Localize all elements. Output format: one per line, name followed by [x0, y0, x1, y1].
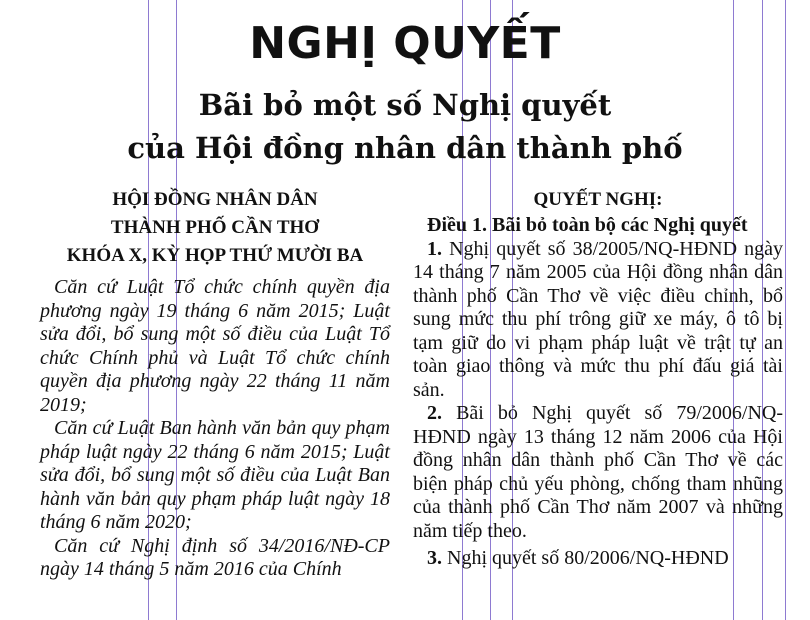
item-text: Bãi bỏ Nghị quyết số 79/2006/NQ-HĐND ngày 13 tháng 12 năm 2006 của Hội đồng nhân dân thành phố Cần Thơ về các biện pháp chủ yếu phòng, chống tham nhũng của thành phố Cần Thơ năm 2007 và những năm tiếp theo. [413, 402, 783, 542]
left-column [40, 186, 390, 582]
city-name: THÀNH PHỐ CẦN THƠ [110, 217, 320, 238]
subtitle-line-1: Bãi bỏ một số Nghị quyết [198, 88, 612, 122]
right-column [413, 186, 783, 571]
item-text: Nghị quyết số 38/2005/NQ-HĐND ngày 14 tháng 7 năm 2005 của Hội đồng nhân dân thành phố Cần Thơ về việc điều chỉnh, bổ sung mức thu phí trông giữ xe máy, ô tô bị tạm giữ do vi phạm pháp luật về trật tự an toàn giao thông và mức thu phí đấu giá tài sản. [413, 237, 783, 401]
page-title: NGHỊ QUYẾT [249, 18, 561, 69]
list-item [413, 402, 783, 543]
item-number: 2. [427, 402, 442, 424]
item-text: Nghị quyết số 80/2006/NQ-HĐND [447, 547, 729, 569]
list-item [413, 238, 783, 403]
session-name: KHÓA X, KỲ HỌP THỨ MƯỜI BA [66, 245, 364, 266]
legal-basis-paragraph: Căn cứ Luật Tổ chức chính quyền địa phương ngày 19 tháng 6 năm 2015; Luật sửa đổi, bổ sung một số điều của Luật Tổ chức Chính phủ và Luật Tổ chức chính quyền địa phương ngày 22 tháng 11 năm 2019; [40, 276, 390, 416]
list-item [413, 547, 783, 571]
resolution-heading: QUYẾT NGHỊ: [533, 189, 663, 210]
subtitle-line-2: của Hội đồng nhân dân thành phố [127, 131, 683, 165]
item-number: 3. [427, 547, 442, 569]
item-number: 1. [427, 237, 442, 260]
legal-basis-paragraph: Căn cứ Luật Ban hành văn bản quy phạm pháp luật ngày 22 tháng 6 năm 2015; Luật sửa đổi, bổ sung một số điều của Luật Ban hành văn bản quy phạm pháp luật ngày 18 tháng 6 năm 2020; [40, 417, 390, 533]
legal-basis-paragraph: Căn cứ Nghị định số 34/2016/NĐ-CP ngày 14 tháng 5 năm 2016 của Chính [40, 534, 390, 580]
council-name: HỘI ĐỒNG NHÂN DÂN [112, 189, 318, 210]
article-heading: Điều 1. Bãi bỏ toàn bộ các Nghị quyết [427, 214, 748, 236]
